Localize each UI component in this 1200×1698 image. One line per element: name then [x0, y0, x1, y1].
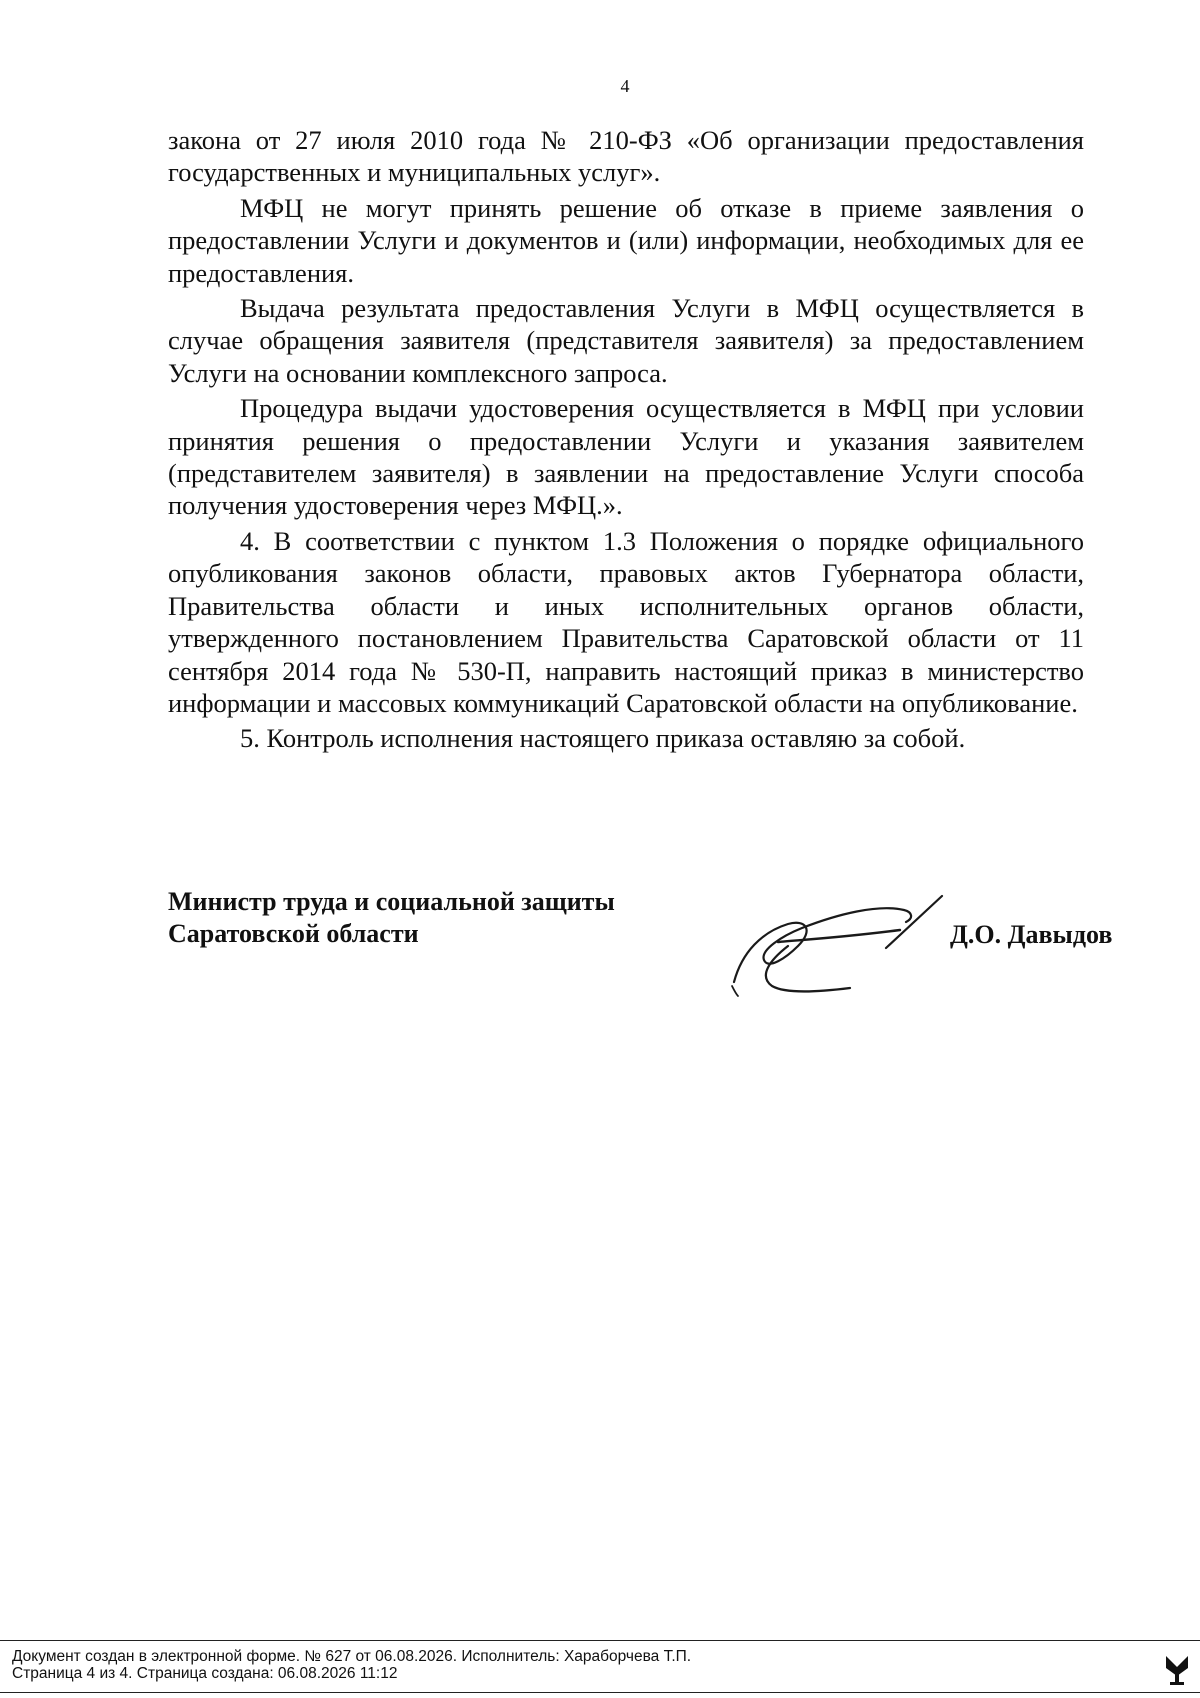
signer-name: Д.О. Давыдов — [950, 920, 1113, 949]
handwritten-signature — [728, 890, 958, 1000]
signature-position-line-2: Саратовской области — [168, 919, 419, 948]
footer-document-info: Документ создан в электронной форме. № 627 от 06.08.2026. Исполнитель: Хараборчева Т.П. — [12, 1648, 692, 1665]
signature-position — [168, 886, 615, 950]
document-system-logo-icon — [1164, 1654, 1190, 1686]
paragraph-4: Процедура выдачи удостоверения осуществляется в МФЦ при условии принятия решения о предоставлении Услуги и указания заявителем (представителем заявителя) в заявлении на предоставление Услуги способа получения удостоверения через МФЦ.». — [168, 393, 1084, 521]
signature-position-line-1: Министр труда и социальной защиты — [168, 887, 615, 916]
paragraph-6: 5. Контроль исполнения настоящего приказа оставляю за собой. — [240, 723, 966, 754]
footer-rule-bottom — [0, 1692, 1200, 1693]
paragraph-1: закона от 27 июля 2010 года № 210-ФЗ «Об организации предоставления государственных и муниципальных услуг». — [168, 125, 1084, 188]
paragraph-5: 4. В соответствии с пунктом 1.3 Положения о порядке официального опубликования законов области, правовых актов Губернатора области, Правительства области и иных исполнительных органов области, утвержденного постановлением Правительства Саратовской области от 11 сентября 2014 года № 530-П, направить настоящий приказ в министерство информации и массовых коммуникаций Саратовской области на опубликование. — [168, 525, 1084, 718]
footer-page-info: Страница 4 из 4. Страница создана: 06.08.2026 11:12 — [12, 1665, 398, 1682]
paragraph-3: Выдача результата предоставления Услуги в МФЦ осуществляется в случае обращения заявителя (представителя заявителя) за предоставлением Услуги на основании комплексного запроса. — [168, 293, 1084, 388]
footer-rule-top — [0, 1640, 1200, 1641]
page-number: 4 — [620, 76, 630, 96]
document-body — [168, 124, 1084, 755]
paragraph-2: МФЦ не могут принять решение об отказе в приеме заявления о предоставлении Услуги и документов и (или) информации, необходимых для ее предоставления. — [168, 192, 1084, 288]
footer — [12, 1648, 691, 1682]
